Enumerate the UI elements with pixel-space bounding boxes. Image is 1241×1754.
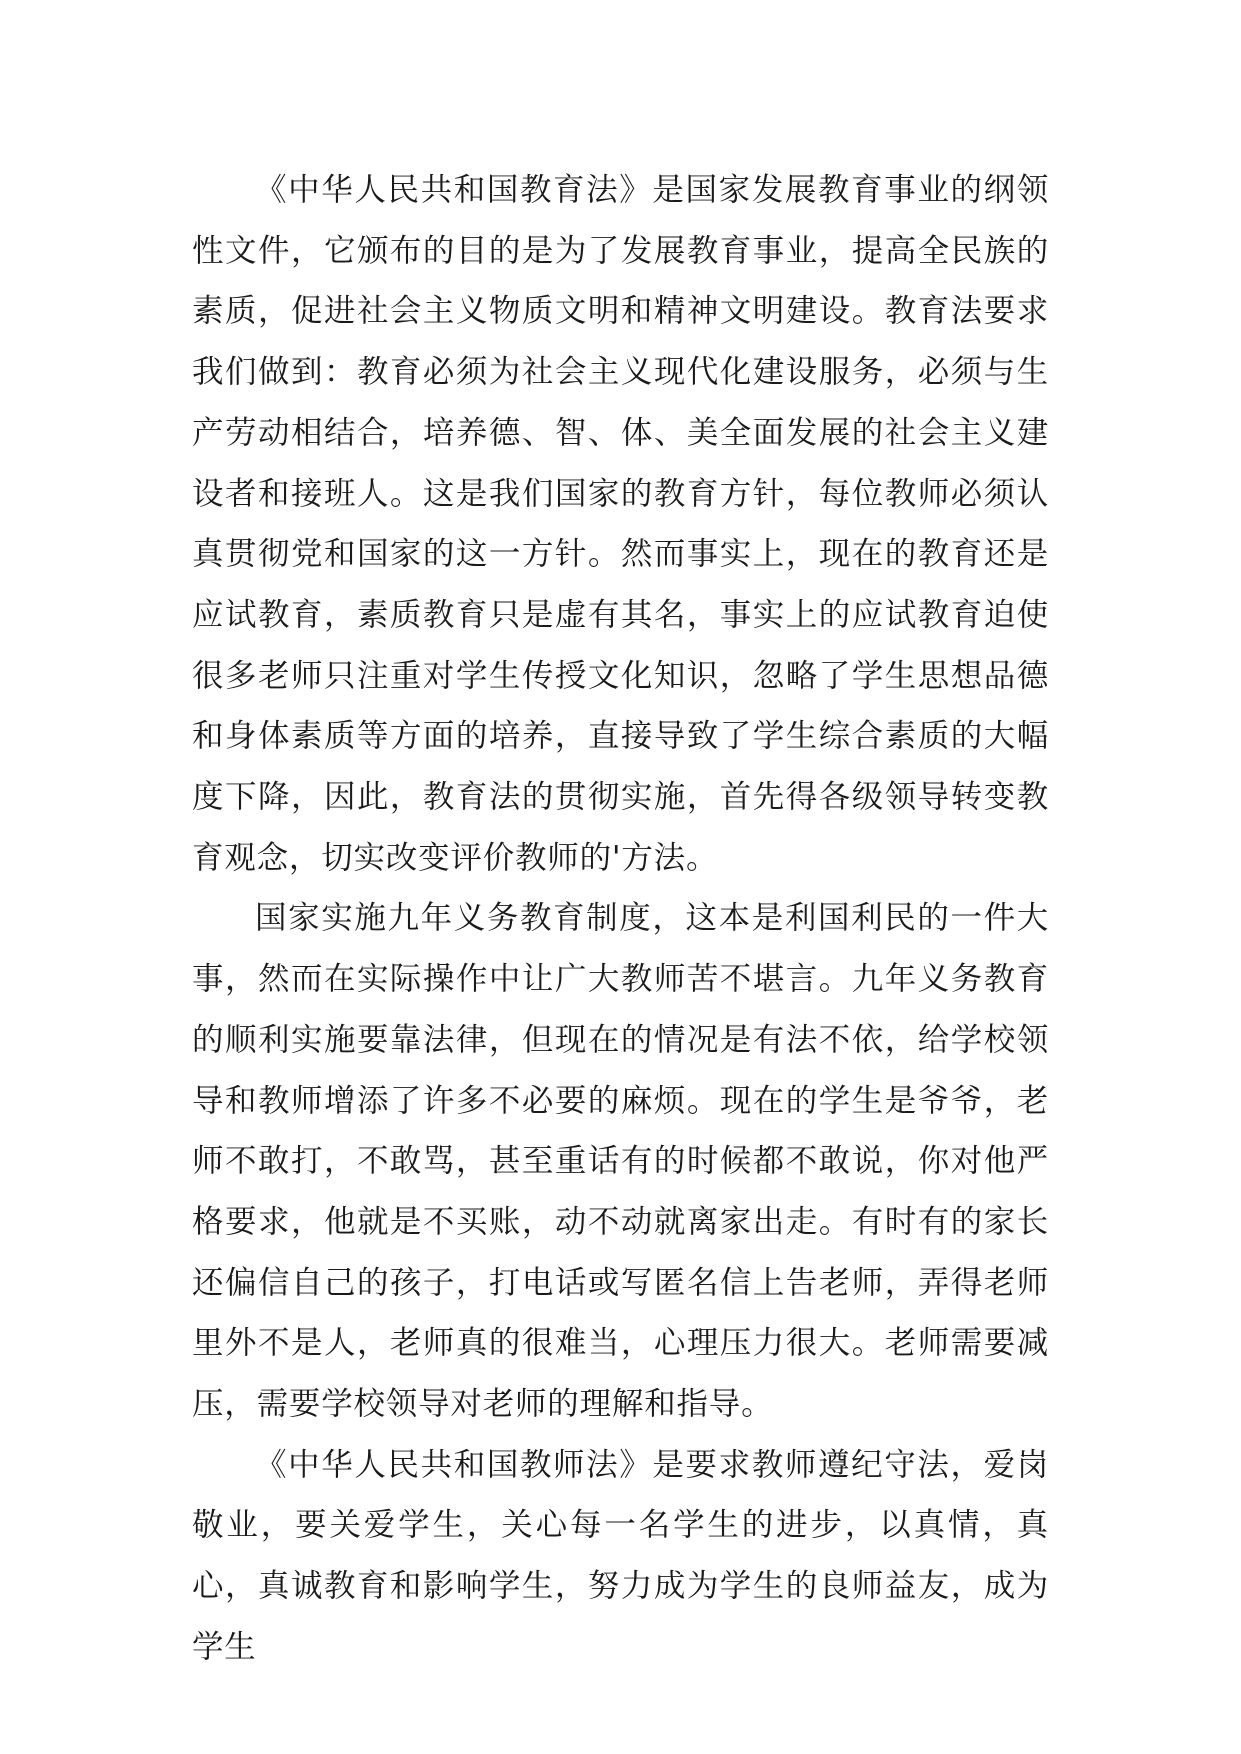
paragraph-compulsory-education: 国家实施九年义务教育制度，这本是利国利民的一件大事，然而在实际操作中让广大教师苦不堪言。九年义务教育的顺利实施要靠法律，但现在的情况是有法不依，给学校领导和教师增添了许多不必要的麻烦。现在的学生是爷爷，老师不敢打，不敢骂，甚至重话有的时候都不敢说，你对他严格要求，他就是不买账，动不动就离家出走。有时有的家长还偏信自己的孩子，打电话或写匿名信上告老师，弄得老师里外不是人，老师真的很难当，心理压力很大。老师需要减压，需要学校领导对老师的理解和指导。 xyxy=(192,900,1049,1423)
paragraph-education-law: 《中华人民共和国教育法》是国家发展教育事业的纲领性文件，它颁布的目的是为了发展教育事业，提高全民族的素质，促进社会主义物质文明和精神文明建设。教育法要求我们做到：教育必须为社会主义现代化建设服务，必须与生产劳动相结合，培养德、智、体、美全面发展的社会主义建设者和接班人。这是我们国家的教育方针，每位教师必须认真贯彻党和国家的这一方针。然而事实上，现在的教育还是应试教育，素质教育只是虚有其名，事实上的应试教育迫使很多老师只注重对学生传授文化知识，忽略了学生思想品德和身体素质等方面的培养，直接导致了学生综合素质的大幅度下降，因此，教育法的贯彻实施，首先得各级领导转变教育观念，切实改变评价教师的'方法。 xyxy=(192,172,1049,876)
paragraph-teachers-law: 《中华人民共和国教师法》是要求教师遵纪守法，爱岗敬业，要关爱学生，关心每一名学生的进步，以真情，真心，真诚教育和影响学生，努力成为学生的良师益友，成为学生 xyxy=(192,1446,1049,1665)
body-text xyxy=(192,160,1049,1678)
